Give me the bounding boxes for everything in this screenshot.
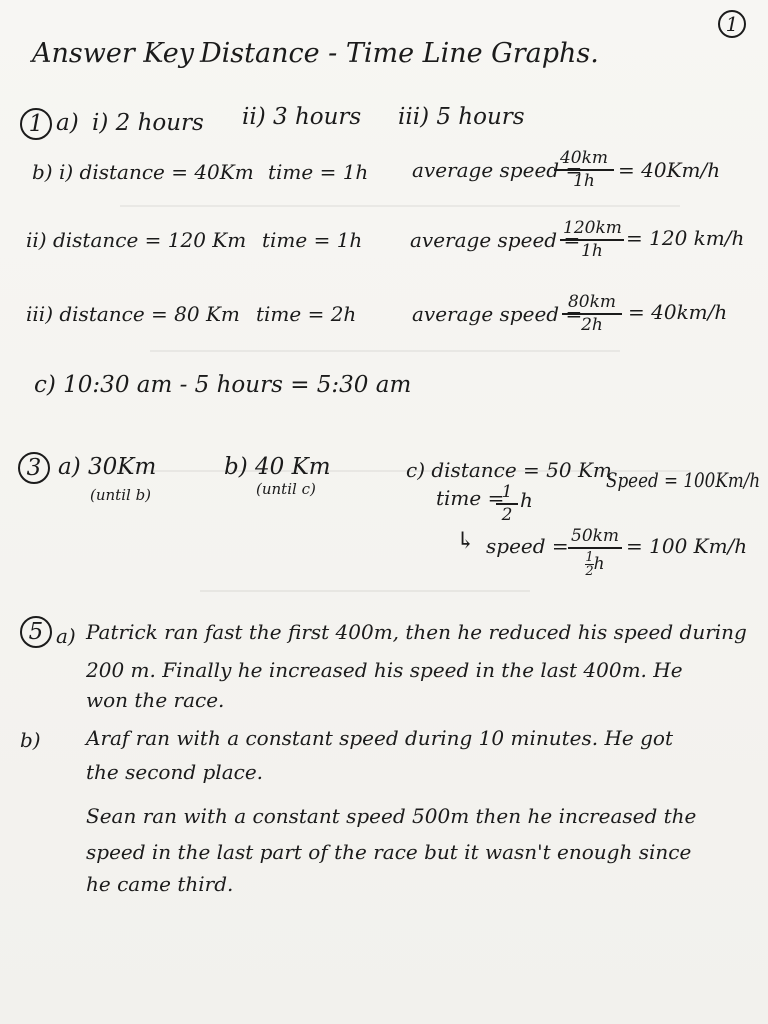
q1-b-i-average-speed: average speed = (412, 158, 583, 182)
q3-c-speed-final: = 100 Km/h (626, 534, 748, 558)
nested-numerator: 1 (585, 550, 594, 565)
q3-c-speed-label: speed = (486, 534, 569, 558)
fraction-denominator: 1h (573, 171, 595, 191)
q1-b-i-time: time = 1h (268, 160, 369, 184)
q1-b-iii-time: time = 2h (256, 302, 357, 326)
question-number-3: 3 (18, 452, 50, 484)
q3-b-answer: b) 40 Km (224, 454, 331, 480)
q3-a-answer: a) 30Km (58, 454, 157, 480)
q3-b-note: (until c) (256, 480, 316, 498)
q1-b-ii-result: = 120 km/h (626, 226, 745, 250)
q3-c-speed-fraction (568, 528, 622, 578)
nested-denominator: 2 (585, 564, 594, 579)
q1-b-i-fraction (554, 150, 614, 190)
fraction-numerator: 120km (563, 218, 622, 238)
q1-a-iii: iii) 5 hours (398, 104, 525, 130)
question-number-5: 5 (20, 616, 52, 648)
question-number-1: 1 (20, 108, 52, 140)
q5-a-line-1: Patrick ran fast the first 400m, then he reduced his speed during (86, 620, 747, 644)
show-through-line (120, 205, 680, 207)
q5-b-label: b) (20, 728, 41, 752)
q1-b-iii-average-speed: average speed = (412, 302, 583, 326)
q1-b-ii-average-speed: average speed = (410, 228, 581, 252)
q1-a-ii: ii) 3 hours (242, 104, 362, 130)
fraction-denominator: 1h (581, 241, 603, 261)
q3-c-speed-result: Speed = 100Km/h (606, 468, 761, 492)
fraction-numerator: 50km (571, 526, 620, 546)
q5-c-line-3: he came third. (86, 872, 234, 896)
q5-a-line-3: won the race. (86, 688, 225, 712)
q5-b-line-1: Araf ran with a constant speed during 10 minutes. He got (86, 726, 673, 750)
q1-b-iii-result: = 40km/h (628, 300, 728, 324)
q1-b-ii-fraction (560, 220, 624, 260)
q1-a-label: a) (56, 110, 79, 136)
q3-c-time-unit: h (520, 488, 533, 512)
q1-b-iii-distance: iii) distance = 80 Km (26, 302, 240, 326)
q5-a-line-2: 200 m. Finally he increased his speed in the last 400m. He (86, 658, 683, 682)
fraction-numerator: 40km (559, 148, 609, 168)
fraction-denominator (568, 549, 622, 578)
q5-c-line-2: speed in the last part of the race but it wasn't enough since (86, 840, 692, 864)
q1-b-i-distance: b) i) distance = 40Km (32, 160, 254, 184)
q5-c-line-1: Sean ran with a constant speed 500m then he increased the (86, 804, 697, 828)
page-number: 1 (718, 10, 746, 38)
q3-c-time-fraction (496, 484, 518, 524)
q1-a-i: i) 2 hours (92, 110, 204, 136)
q1-b-iii-fraction (562, 294, 622, 334)
show-through-line (200, 590, 530, 592)
q3-c-distance: c) distance = 50 Km (406, 458, 612, 482)
q1-c-answer: c) 10:30 am - 5 hours = 5:30 am (34, 372, 412, 398)
fraction-denominator: 2 (501, 505, 513, 525)
q5-b-line-2: the second place. (86, 760, 264, 784)
arrow-icon: ↳ (456, 528, 476, 554)
fraction-numerator: 80km (567, 292, 617, 312)
q5-a-label: a) (56, 624, 76, 648)
q1-b-ii-distance: ii) distance = 120 Km (26, 228, 247, 252)
q1-b-ii-time: time = 1h (262, 228, 363, 252)
show-through-line (150, 350, 620, 352)
answer-key-heading: Answer Key (32, 38, 194, 69)
fraction-numerator: 1 (501, 482, 513, 502)
fraction-denominator: 2h (581, 315, 603, 335)
fraction-unit: h (593, 554, 605, 574)
q1-b-i-result: = 40Km/h (618, 158, 721, 182)
nested-fraction (585, 551, 593, 578)
page-title: Distance - Time Line Graphs. (200, 38, 599, 69)
q3-a-note: (until b) (90, 486, 152, 504)
q3-c-time-label: time = (436, 486, 505, 510)
